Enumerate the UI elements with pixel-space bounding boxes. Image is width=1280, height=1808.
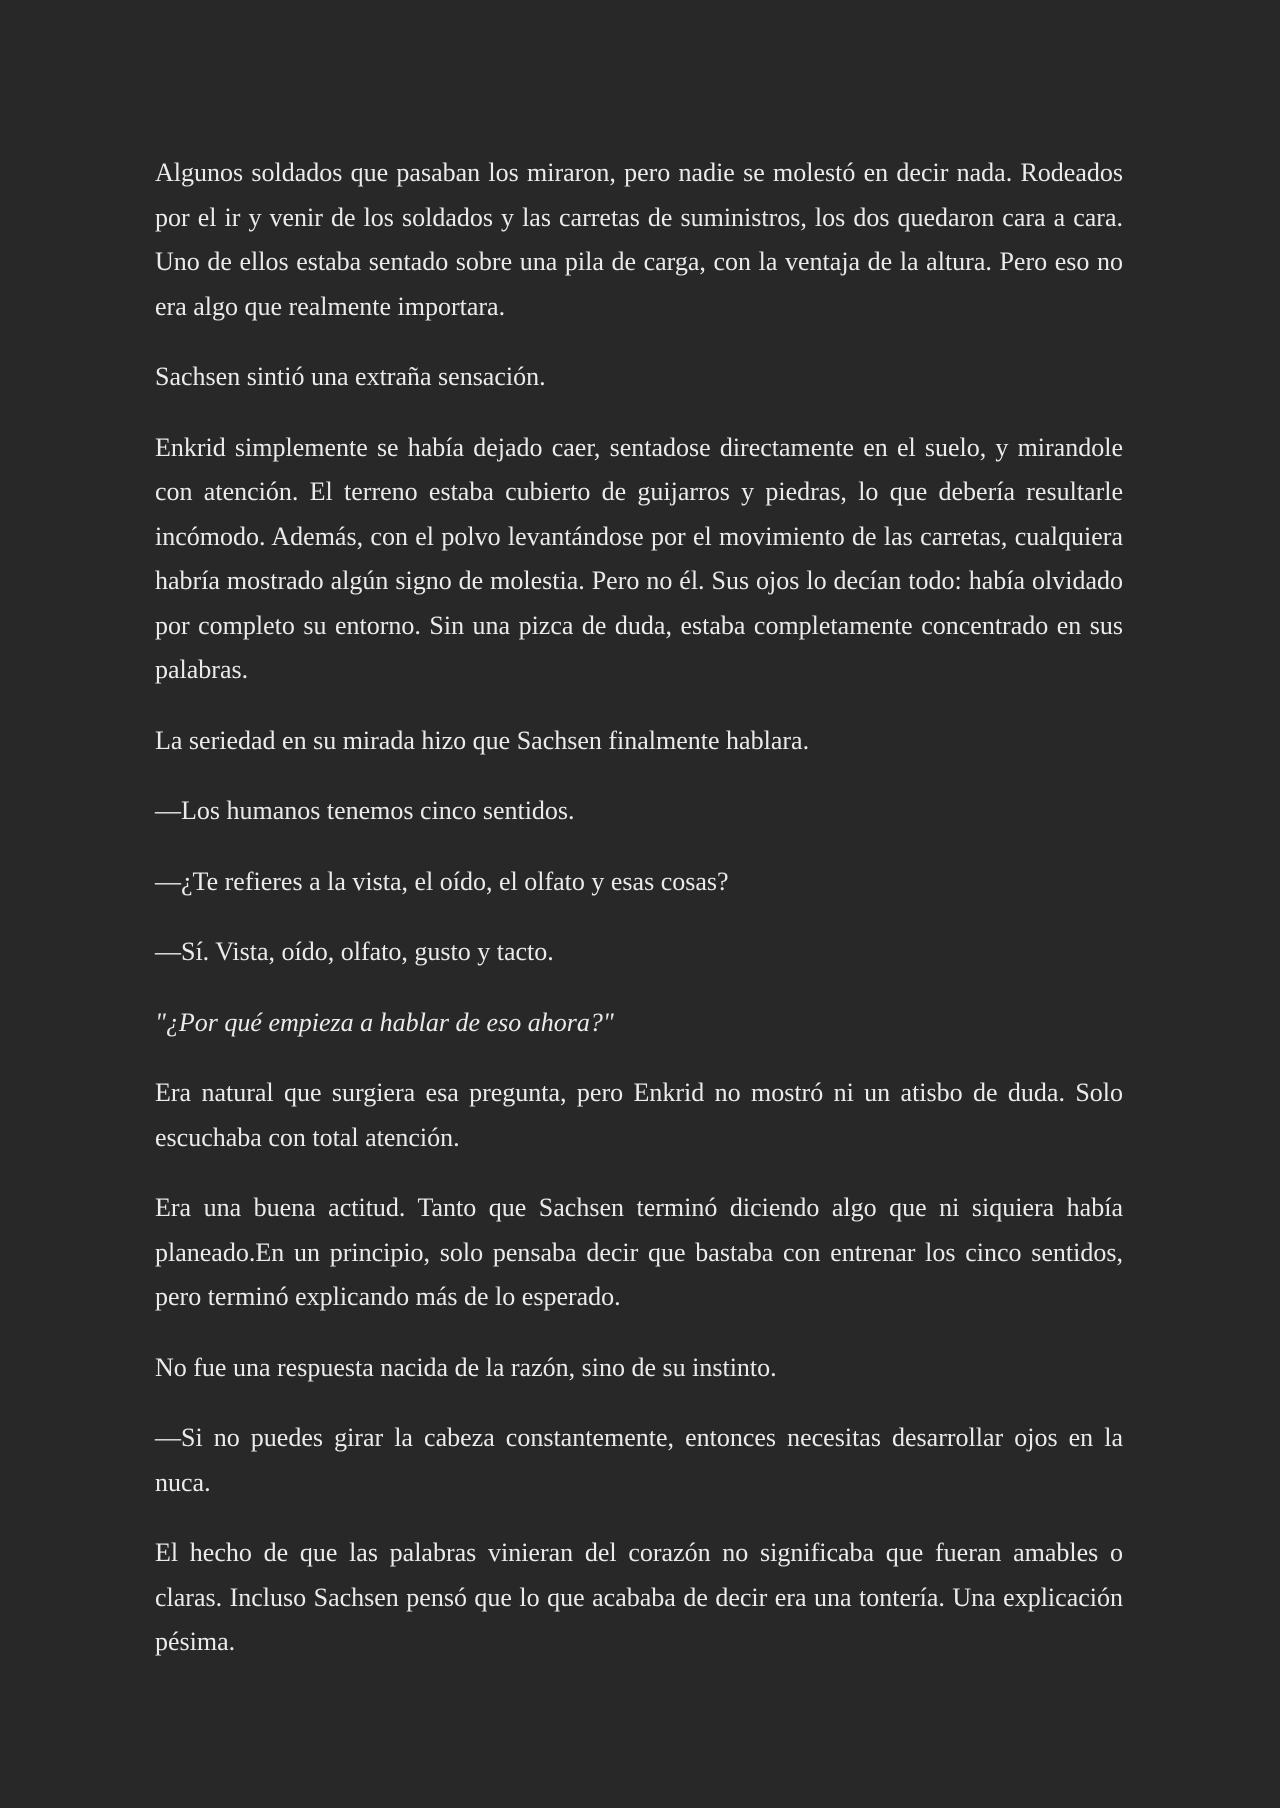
paragraph: "¿Por qué empieza a hablar de eso ahora?" — [155, 1007, 614, 1037]
document-body — [155, 151, 1123, 1691]
paragraph: —¿Te refieres a la vista, el oído, el olfato y esas cosas? — [155, 866, 729, 896]
paragraph: Enkrid simplemente se había dejado caer, sentadose directamente en el suelo, y mirandole con atención. El terreno estaba cubierto de guijarros y piedras, lo que debería resultarle incómodo. Además, con el polvo levantándose por el movimiento de las carretas, cualquiera habría mostrado algún signo de molestia. Pero no él. Sus ojos lo decían todo: había olvidado por completo su entorno. Sin una pizca de duda, estaba completamente concentrado en sus palabras. — [155, 432, 1123, 684]
paragraph: Sachsen sintió una extraña sensación. — [155, 362, 546, 391]
paragraph: El hecho de que las palabras vinieran del corazón no significaba que fueran amables o claras. Incluso Sachsen pensó que lo que acababa de decir era una tontería. Una explicación pésima. — [155, 1538, 1123, 1656]
paragraph: —Los humanos tenemos cinco sentidos. — [155, 796, 575, 825]
paragraph: La seriedad en su mirada hizo que Sachsen finalmente hablara. — [155, 725, 810, 755]
paragraph: —Si no puedes girar la cabeza constantemente, entonces necesitas desarrollar ojos en la nuca. — [155, 1423, 1123, 1497]
paragraph: Era una buena actitud. Tanto que Sachsen terminó diciendo algo que ni siquiera había planeado.En un principio, solo pensaba decir que bastaba con entrenar los cinco sentidos, pero terminó explicando más de lo esperado. — [155, 1193, 1123, 1311]
paragraph: Era natural que surgiera esa pregunta, pero Enkrid no mostró ni un atisbo de duda. Solo escuchaba con total atención. — [155, 1078, 1123, 1152]
paragraph: Algunos soldados que pasaban los miraron, pero nadie se molestó en decir nada. Rodeados por el ir y venir de los soldados y las carretas de suministros, los dos quedaron cara a cara. Uno de ellos estaba sentado sobre una pila de carga, con la ventaja de la altura. Pero eso no era algo que realmente importara. — [155, 158, 1123, 321]
paragraph: —Sí. Vista, oído, olfato, gusto y tacto. — [155, 937, 554, 966]
paragraph: No fue una respuesta nacida de la razón, sino de su instinto. — [155, 1352, 777, 1382]
